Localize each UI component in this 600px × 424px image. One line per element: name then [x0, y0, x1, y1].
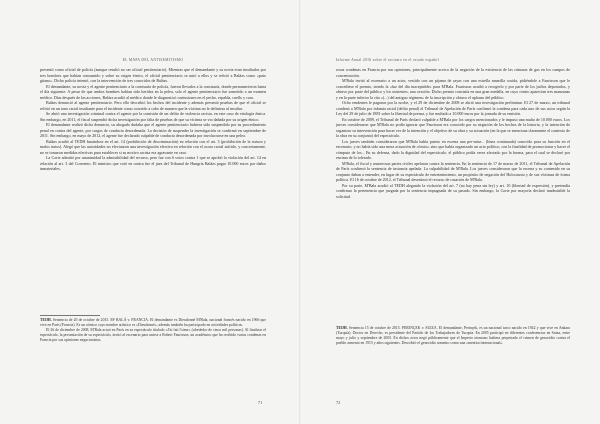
left-case-summary — [40, 318, 266, 343]
right-body-text — [336, 67, 570, 199]
footnote-divider — [40, 315, 100, 316]
case-text: Sentencia 15 de octubre de 2015. PERINÇEK v. SUIZA. El demandante, Perinçek, es un nacional turco nacido en 1942 y que vive en Ankara (Turquía). Doctor en Derecho, es presidente del Partido de los Trabajadores de Turquía. En 2005 participó en diferentes conferencias en Suiza, entre mayo y julio y septiembre de 2005. En dichos actos negó públicamente que el Imperio otomano hubiera perpetrado el crimen de genocidio contra el pueblo armenio en 1915 y años siguientes. Describió el genocidio armenio como una «mentira internacional». — [336, 326, 570, 346]
paragraph: En octubre de 2009, el Tribunal de París declaró culpable a M'Bala por los cargos mencionados y le impuso una multa de 10.000 euros. Los jueces consideraron que M'Bala no podía ignorar que Faurisson era conocido por su negación de los hechos de la historia, y la intención de organizar su intervención para hacer ver de la intención y el objetivo de su obra y su actuación (en la que se menciona claramente el contexto de la obra en su conjunto) del espectáculo. — [336, 116, 570, 138]
paragraph: presentó como oficial de policía (aunque resultó no ser oficial penitenciario). Mientras que el demandante y su novia eran insultados por tres hombres que habían consumido y sobre su origen étnico, el oficial penitenciario se unió a ellos y se refirió a Balázs como «puto gitano». Dicho policía intentó, con la intervención de tres conocidos de Balázs. — [40, 67, 266, 83]
paragraph: M'Bala, el fiscal y numerosas partes civiles apelaron contra la sentencia. En la sentencia de 17 de marzo de 2011, el Tribunal de Apelación de París confirmó la sentencia de instancia apelada. La culpabilidad de M'Bala. Los jueces consideraron que la escena y su contenido en su conjunto daban a entender, en lugar de su espectáculo de entretenimiento, un propósito de negación del Holocausto y de sus víctimas de forma política. El 16 de octubre de 2012, el Tribunal desestimó el recurso de casación de M'Bala. — [336, 160, 570, 182]
case-entry — [40, 328, 266, 343]
left-body-text — [40, 67, 266, 172]
book-gutter — [299, 0, 301, 424]
paragraph: M'Bala invitó al escenario a un actor, vestido con un pijama de rayas con una estrella amarilla cosida, pidiéndole a Faurisson que le concediese el premio, siendo la «luz del día inaceptable» para M'Bala. Faurisson acudió a recogerlo y por parte de los judíos deportados, y obtuvo por parte del público y los asistentes, una ovación. Dicho premio consistía en una gran medalla, en cuyo centro aparecían tres manzanas y en la parte inferior la cita «(...) del antiguo régimen» de la inscripción y obtuvo el aplauso del público. — [336, 78, 570, 100]
right-page — [336, 0, 570, 424]
page-number: 72 — [336, 400, 341, 405]
case-entry — [336, 326, 570, 346]
case-label: TEDH. — [336, 326, 348, 330]
right-running-head: Informe Anual 2016 sobre el racismo en el estado español — [336, 58, 439, 62]
case-entry — [40, 318, 266, 328]
right-case-summary — [336, 326, 570, 346]
left-page — [40, 0, 266, 424]
left-running-head: EL MAPA DEL ANTISEMITISMO — [122, 58, 184, 62]
case-text: Sentencia de 20 de octubre de 2015. Mª BALÁ v. FRANCIA. El demandante es Dieudonné M'Bala, nacional francés nacido en 1966 que vive en París (Francia). Es un cómico cuyo nombre artístico es «Dieudonné», además también ha participado en actividades políticas. — [40, 318, 266, 328]
paragraph: El demandante realizó dicha denuncia, su abogado dudaba que el agente penitenciario hubiera sido suspendido por su procedimiento penal en contra del agente, por cargos de conducta desordenada. La decisión de suspender la investigación se confirmó en septiembre de 2011. Sin embargo, en mayo de 2012, el agente fue declarado culpable de conducta desordenada por involucrarse en una pelea. — [40, 122, 266, 138]
paragraph: Los jueces también consideraron que M'Bala había puesto en escena una pre-mise... (línea continuada) conocido para su función en el escenario; y no había sido una mera actuación de cómico, sino que había organizado un acto político, con la finalidad de promocionar y hacer el cómputo de los... En su defensa, dado la dignidad del espectáculo, el público podía verse afectado por la broma, para el cual se declaró por encima de lo tolerado. — [336, 138, 570, 160]
page-number: 71 — [258, 400, 263, 405]
paragraph: Balázs denunció al agente penitenciario. Pero ello describió los hechos del incidente y además presentó pruebas de que el oficial se refirió en un tono racial insultante para el incidente como ocurrido a cabo de manera que la víctima no le definiera al insultar. — [40, 100, 266, 111]
paragraph: La Corte admitió por unanimidad la admisibilidad del recurso, pero fue con 6 votos contra 1 que se aprobó la violación del art. 14 en relación al art. 3 del Convenio. El ministro que votó en contra fue el juez del Tribunal de Hungría Balázs pagar 10.000 euros por daños inmateriales. — [40, 155, 266, 171]
paragraph: El demandante, su novia y el agente penitenciario a la comisaría de policía, fueron llevados a la comisaría, donde permanecieron hasta el día siguiente. A pesar de que ambos hombres habían sido heridos en la pelea, solo el agente penitenciario fue sometido a un examen médico. Días después de las acciones, Balázs acudió al médico donde le diagnosticó contusiones en el pecho, espalda, cuello y cara. — [40, 83, 266, 100]
paragraph: rosas condenas en Francia por sus opiniones, principalmente acerca de la negación de la existencia de las cámaras de gas en los campos de concentración. — [336, 67, 570, 78]
paragraph: Ocho rendentes le pagaron por la noche, y el 29 de diciembre de 2008 se abrió una investigación preliminar. El 27 de marzo, un tribunal condenó a M'Bala por infamia racial (delito penal) el Tribunal de Apelación de París confirmó la condena para cada uno de sus actos según la Ley del 29 de julio de 1881 sobre la libertad de prensa, y fue multado a 10.000 euros por la jornada de su emisión. — [336, 100, 570, 116]
paragraph: Balázs acudió al TEDH basándose en el art. 14 (prohibición de discriminación) en relación con el art. 3 (prohibición de la tortura y malos tratos). Alegó que las autoridades no efectuaron una investigación efectiva en relación con el acoso racial sufrido, y concretamente, no se tomaron medidas efectivas para establecer si su motivo racista era agravante en caso. — [40, 138, 266, 155]
paragraph: Se abrió una investigación criminal contra el agente por la comisión de un delito de violencia racista, en este caso de etiología étnica. Sin embargo, en 2011, el fiscal suspendió dicha investigación por falta de pruebas de que su víctima se vio dañada por su origen étnico. — [40, 111, 266, 122]
case-label: TEDH. — [40, 318, 52, 322]
paragraph: Por su parte, M'Bala acudió al TEDH alegando la violación del art. 7 (no hay pena sin ley) y art. 10 (libertad de expresión), y pretendía confirmar la pertenencia que juzgada por la sentencia impugnada de su pasado. Sin embargo, la Corte por mayoría declaró inadmisible la solicitud. — [336, 182, 570, 199]
case-text: El 26 de diciembre de 2008, M'Bala actuó en París en su espectáculo titulado «J'ai fait l'sieur» (alrededor de cinco mil personas). Al finalizar el espectáculo, la presentación de su espectáculo, invitó al escenario para unirse a Robert Faurisson, un académico que ha recibido varias condenas en Francia por sus opiniones negacionistas. — [40, 328, 266, 343]
